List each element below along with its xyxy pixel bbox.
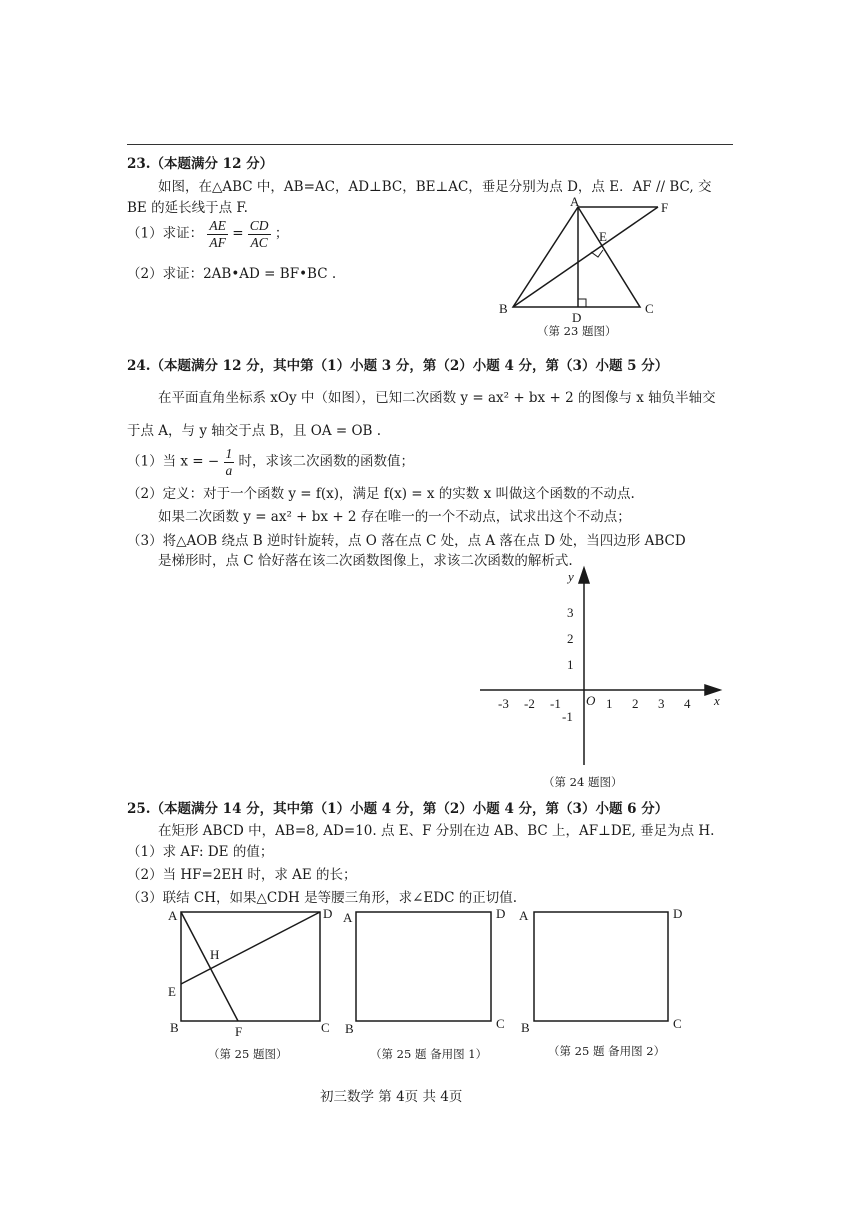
q23-label-c: C xyxy=(645,301,654,316)
q25-figure-backup-1 xyxy=(340,900,520,1065)
q23-triangle-abc xyxy=(513,207,640,307)
q24-x-axis-label: x xyxy=(714,693,720,708)
q24-frac-numerator: 1 xyxy=(225,446,233,461)
q25-fig1-label-d: D xyxy=(323,906,333,921)
q25-fig3-label-a: A xyxy=(519,908,529,923)
q23-label-b: B xyxy=(499,301,508,316)
q25-fig2-label-c: C xyxy=(496,1016,505,1031)
q23-label-a: A xyxy=(570,194,580,209)
q23-frac2-numerator: CD xyxy=(249,218,269,233)
q25-fig1-label-c: C xyxy=(321,1020,330,1035)
q24-y-axis-arrow xyxy=(579,568,589,583)
q25-backup1-rectangle xyxy=(356,912,491,1021)
q25-part2: （2）当 HF=2EH 时，求 AE 的长； xyxy=(127,867,357,883)
q24-part3-line2: 是梯形时，点 C 恰好落在该二次函数图像上，求该二次函数的解析式. xyxy=(158,553,573,569)
q24-part1-post: 时，求该二次函数的函数值； xyxy=(238,453,415,470)
q23-label-e: E xyxy=(599,229,607,244)
q23-right-angle-e xyxy=(591,250,603,257)
q24-stem-line1: 在平面直角坐标系 xOy 中（如图），已知二次函数 y = ax² + bx + 2 的图像与 x 轴负半轴交 xyxy=(158,390,716,406)
q25-fig1-label-a: A xyxy=(168,908,178,923)
q23-figure-caption: （第 23 题图） xyxy=(537,324,617,338)
q23-frac2-denominator: AC xyxy=(250,234,268,250)
q23-part2: （2）求证：2AB•AD = BF•BC . xyxy=(127,266,337,282)
q23-frac1-denominator: AF xyxy=(209,234,226,250)
q25-fig2-label-b: B xyxy=(345,1021,354,1036)
q25-fig1-label-b: B xyxy=(170,1020,179,1035)
q23-header: 23.（本题满分 12 分） xyxy=(127,156,274,172)
q25-fig1-label-e: E xyxy=(168,984,176,999)
q24-y-axis-label: y xyxy=(568,569,574,584)
q23-fraction-cd-ac xyxy=(248,218,271,250)
q24-x-tick-label: -3 xyxy=(498,696,509,711)
q25-fig1-label-f: F xyxy=(235,1024,243,1039)
q24-x-tick-label: -2 xyxy=(524,696,535,711)
q24-frac-denominator: a xyxy=(225,462,233,478)
q24-x-tick-label: -1 xyxy=(550,696,561,711)
q24-header: 24.（本题满分 12 分，其中第（1）小题 3 分，第（2）小题 4 分，第（3）小题 5 分） xyxy=(127,358,669,374)
q24-coordinate-plane xyxy=(470,560,730,795)
q24-x-tick-label: 2 xyxy=(632,696,639,711)
page-footer: 初三数学 第 4页 共 4页 xyxy=(320,1089,463,1105)
q23-part1-end: ； xyxy=(274,225,289,242)
q25-fig2-caption: （第 25 题 备用图 1） xyxy=(370,1047,488,1061)
q24-x-tick-label: 3 xyxy=(658,696,665,711)
q25-fig3-label-c: C xyxy=(673,1016,682,1031)
q24-y-tick-label: 2 xyxy=(567,631,574,646)
q25-backup2-rectangle xyxy=(534,912,668,1021)
q24-origin-label: O xyxy=(586,693,596,708)
q23-fraction-ae-af xyxy=(207,218,228,250)
q24-y-tick-label: 3 xyxy=(567,605,574,620)
q23-stem-line2: BE 的延长线于点 F. xyxy=(127,200,248,216)
q23-right-angle-d xyxy=(578,299,586,307)
q24-part1-pre: （1）当 x = − xyxy=(127,453,220,470)
q25-fig3-caption: （第 25 题 备用图 2） xyxy=(548,1044,666,1058)
q25-header: 25.（本题满分 14 分，其中第（1）小题 4 分，第（2）小题 4 分，第（3）小题 6 分） xyxy=(127,801,669,817)
q25-segment-af xyxy=(181,912,238,1021)
q25-fig3-label-d: D xyxy=(673,906,683,921)
q25-fig2-label-d: D xyxy=(496,906,506,921)
q25-stem: 在矩形 ABCD 中，AB=8, AD=10. 点 E、F 分别在边 AB、BC 上，AF⊥DE, 垂足为点 H. xyxy=(158,823,715,839)
q25-fig3-label-b: B xyxy=(521,1020,530,1035)
q24-figure-caption: （第 24 题图） xyxy=(543,775,623,789)
q25-fig2-label-a: A xyxy=(343,910,353,925)
q25-part3: （3）联结 CH，如果△CDH 是等腰三角形，求∠EDC 的正切值. xyxy=(127,890,517,906)
q23-segment-bf xyxy=(513,207,658,307)
top-rule xyxy=(127,144,733,145)
q23-label-d: D xyxy=(572,310,582,325)
q23-figure xyxy=(495,195,675,345)
q25-figure-backup-2 xyxy=(518,900,698,1065)
q24-fraction-1-over-a xyxy=(224,446,235,478)
q24-part3-line1: （3）将△AOB 绕点 B 逆时针旋转，点 O 落在点 C 处，点 A 落在点 D 处，当四边形 ABCD xyxy=(127,533,686,549)
q25-figure-main xyxy=(160,900,350,1065)
q24-y-tick-label: 1 xyxy=(567,657,574,672)
q23-equals-sign: = xyxy=(232,225,244,242)
q23-part1 xyxy=(127,218,288,250)
q25-rectangle-abcd xyxy=(181,912,320,1021)
q23-frac1-numerator: AE xyxy=(209,218,226,233)
q24-part2-line2: 如果二次函数 y = ax² + bx + 2 存在唯一的一个不动点，试求出这个不动点； xyxy=(158,509,631,525)
q25-fig1-label-h: H xyxy=(210,947,220,962)
q24-part1 xyxy=(127,446,414,478)
q24-y-tick-label: -1 xyxy=(562,709,573,724)
q25-part1: （1）求 AF: DE 的值； xyxy=(127,844,274,860)
q24-part2-line1: （2）定义：对于一个函数 y = f(x)，满足 f(x) = x 的实数 x 叫做这个函数的不动点. xyxy=(127,486,635,502)
q24-x-tick-label: 1 xyxy=(606,696,613,711)
q23-label-f: F xyxy=(661,200,669,215)
q23-stem-line1: 如图，在△ABC 中，AB=AC，AD⊥BC，BE⊥AC，垂足分别为点 D，点 E．AF // BC, 交 xyxy=(158,179,712,195)
q24-x-tick-label: 4 xyxy=(684,696,691,711)
q25-fig1-caption: （第 25 题图） xyxy=(208,1047,288,1061)
q25-segment-de xyxy=(181,912,320,984)
q23-part1-label: （1）求证： xyxy=(127,225,204,242)
q24-stem-line2: 于点 A，与 y 轴交于点 B，且 OA = OB . xyxy=(127,423,382,439)
